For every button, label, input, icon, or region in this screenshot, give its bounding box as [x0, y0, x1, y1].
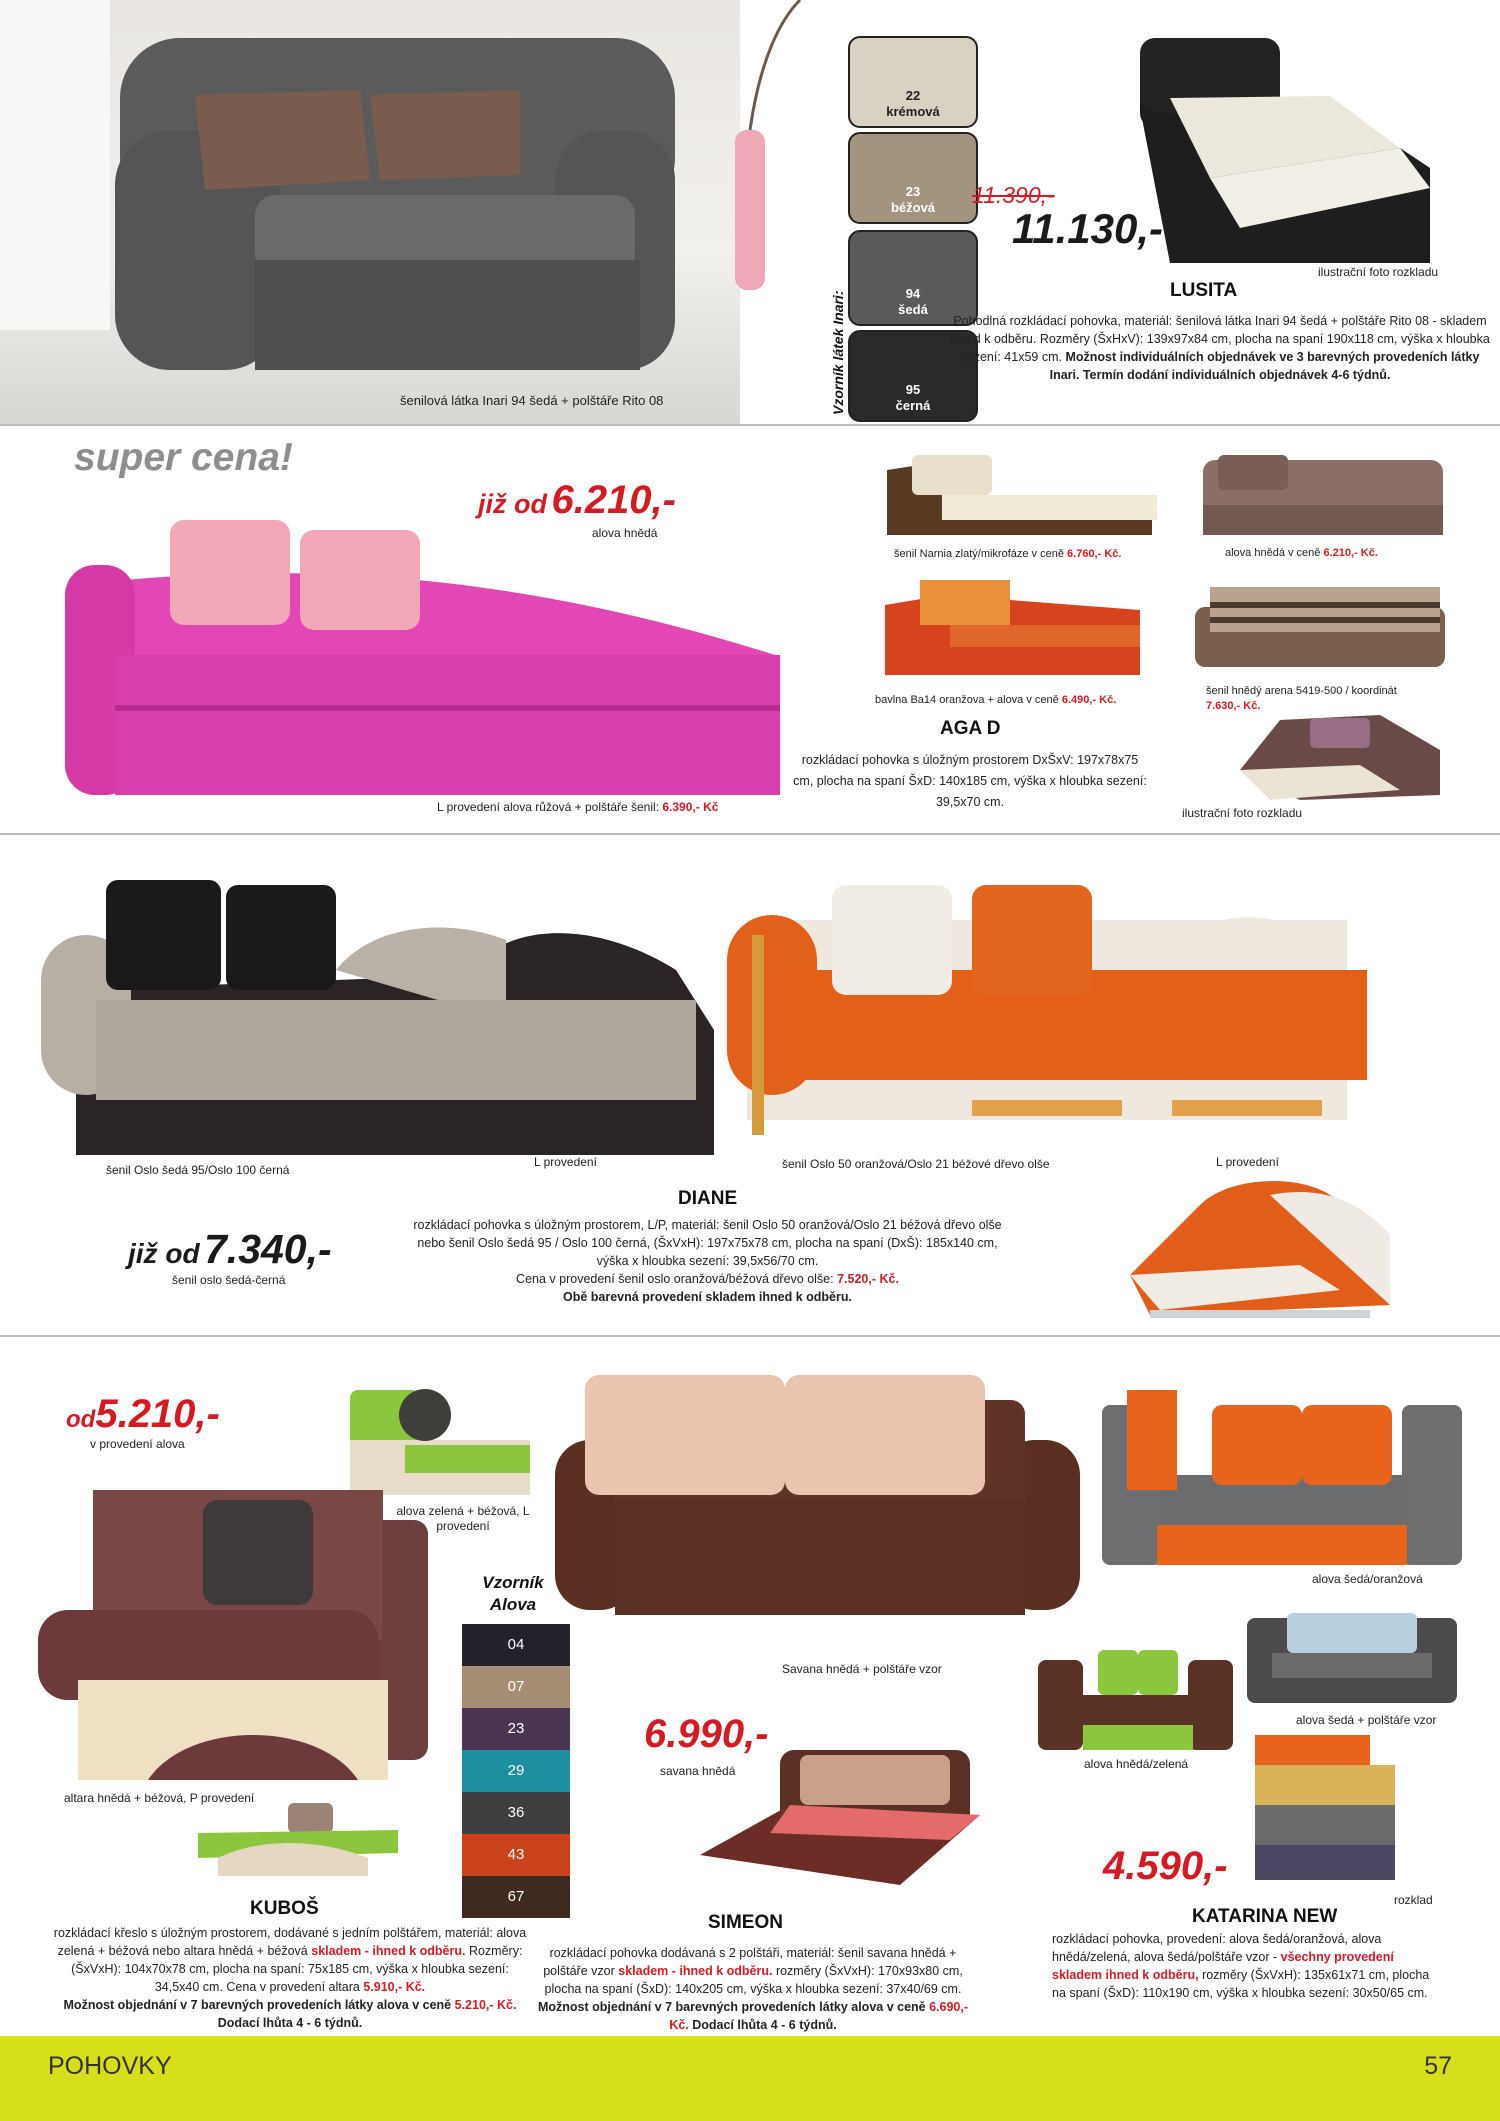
inari-swatch-94: 94 šedá	[848, 230, 978, 326]
agad-variant-narnia-image	[882, 450, 1162, 545]
katarina-grey-orange-image	[1102, 1385, 1462, 1570]
agad-variant-striped-image	[1190, 582, 1450, 672]
diane-orange-sofa-image	[722, 875, 1377, 1165]
kubos-description: rozkládací křeslo s úložným prostorem, dodávané s jedním polštářem, materiál: alova zelená + béžová nebo altara hnědá + béžová skladem - ihned k odběru. Rozměry: (ŠxVxH): 104x70x78 cm, plocha na spaní: 75x185 cm, výška x hloubka sezení: 34,5x40 cm. Cena v provedení altara 5.910,- Kč. Možnost objednání v 7 barevných provedeních látky alova v ceně 5.210,- Kč. Dodací lhůta 4 - 6 týdnů.	[53, 1926, 527, 2030]
footer-section-title: POHOVKY	[48, 2052, 172, 2080]
kubos-price-caption: v provedení alova	[90, 1437, 185, 1451]
alova-swatch-07: 07	[462, 1666, 570, 1708]
simeon-price-caption: savana hnědá	[660, 1764, 736, 1778]
lusita-description: Pohodlná rozkládací pohovka, materiál: šenilová látka Inari 94 šedá + polštáře Rito 08 - skladem ihned k odběru. Rozměry (ŠxHxV): 139x97x84 cm, plocha na spaní 190x118 cm, výška x hloubka sezení: 41x59 cm. Možnost individuálních objednávek ve 3 barevných provedeních látky Inari. Termín dodání individuálních objednávek 4-6 týdnů.	[950, 314, 1490, 382]
agad-variant-1-caption: šenil Narnia zlatý/mikrofáze v ceně 6.760,- Kč.	[894, 548, 1122, 560]
lusita-price: 11.130,-	[1012, 205, 1163, 252]
alova-swatch-23: 23	[462, 1708, 570, 1750]
agad-variant-3-caption: bavlna Ba14 oranžova + alova v ceně 6.490,- Kč.	[875, 694, 1117, 706]
katarina-price: 4.590,-	[1103, 1844, 1228, 1888]
footer-bar	[0, 2036, 1500, 2121]
simeon-name: SIMEON	[708, 1912, 783, 1933]
agad-variant-brown-image	[1198, 450, 1448, 540]
katarina-caption-2: alova šedá + polštáře vzor	[1296, 1713, 1437, 1727]
agad-description: rozkládací pohovka s úložným prostorem DxŠxV: 197x78x75 cm, plocha na spaní ŠxD: 140x185 cm, výška x hloubka sezení: 39,5x70 cm.	[793, 753, 1147, 809]
agad-illus-image	[1240, 710, 1445, 810]
agad-variant-2-caption: alova hnědá v ceně 6.210,- Kč.	[1225, 547, 1378, 559]
katarina-caption-4: rozklad	[1394, 1893, 1433, 1907]
diane-caption-4: L provedení	[1216, 1155, 1279, 1169]
diane-caption-1: šenil Oslo šedá 95/Oslo 100 černá	[106, 1163, 290, 1177]
alova-swatch-36: 36	[462, 1792, 570, 1834]
alova-swatch-29: 29	[462, 1750, 570, 1792]
alova-swatch-list	[462, 1624, 570, 1918]
diane-name: DIANE	[678, 1188, 738, 1209]
kubos-caption-green: alova zelená + béžová, L provedení	[396, 1504, 530, 1533]
simeon-caption-main: Savana hnědá + polštáře vzor	[782, 1662, 942, 1676]
super-cena-badge: super cena!	[74, 436, 293, 479]
alova-swatch-43: 43	[462, 1834, 570, 1876]
lusita-name: LUSITA	[1170, 280, 1238, 301]
alova-swatch-04: 04	[462, 1624, 570, 1666]
diane-price-caption: šenil oslo šedá-černá	[172, 1273, 286, 1287]
footer-page-number: 57	[1424, 2052, 1452, 2080]
inari-swatch-title: Vzorník látek Inari:	[830, 290, 846, 415]
lusita-sofa-image	[0, 0, 845, 424]
katarina-caption-1: alova šedá/oranžová	[1312, 1572, 1423, 1586]
agad-price: již od 6.210,-	[478, 478, 676, 522]
kubos-caption-main: altara hnědá + béžová, P provedení	[64, 1791, 255, 1805]
lusita-bed-image	[1130, 38, 1440, 276]
agad-variant-4-caption: šenil hnědý arena 5419-500 / koordinát 7.630,- Kč.	[1206, 685, 1397, 712]
agad-price-caption: alova hnědá	[592, 526, 658, 540]
simeon-sofa-image	[545, 1370, 1090, 1635]
agad-pink-sofa-image	[55, 505, 785, 795]
divider-2	[0, 833, 1500, 835]
simeon-price: 6.990,-	[644, 1712, 769, 1756]
kubos-brown-chair-image	[38, 1480, 433, 1785]
diane-description: rozkládací pohovka s úložným prostorem, L/P, materiál: šenil Oslo 50 oranžová/Oslo 21 béžová dřevo olše nebo šenil Oslo šedá 95 / Oslo 100 černá, (ŠxVxH): 197x75x78 cm, plocha na spaní (DxŠ): 185x140 cm, výška x hloubka sezení: 39,5x56/70 cm. Cena v provedení šenil oslo oranžová/béžová dřevo olše: 7.520,- Kč. Obě barevná provedení skladem ihned k odběru.	[413, 1218, 1002, 1304]
inari-swatch-22: 22 krémová	[848, 36, 978, 128]
katarina-description: rozkládací pohovka, provedení: alova šedá/oranžová, alova hnědá/zelená, alova šedá/polštáře vzor - všechny provedení skladem ihned k odběru, rozměry (ŠxVxH): 135x61x71 cm, plocha na spaní (ŠxD): 110x190 cm, výška x hloubka sezení: 30x50/65 cm.	[1052, 1932, 1430, 2000]
agad-main-caption: L provedení alova růžová + polštáře šenil: 6.390,- Kč	[437, 800, 719, 814]
katarina-open-image	[1250, 1730, 1400, 1885]
simeon-description: rozkládací pohovka dodávaná s 2 polštáři, materiál: šenil savana hnědá + polštáře vzor skladem - ihned k odběru. rozměry (ŠxVxH): 170x93x80 cm, plocha na spaní (ŠxD): 140x205 cm, výška x hloubka sezení: 37x40/69 cm. Možnost objednání v 7 barevných provedeních látky alova v ceně 6.690,- Kč. Dodací lhůta 4 - 6 týdnů.	[537, 1946, 969, 2032]
lusita-illus-caption: ilustrační foto rozkladu	[1318, 265, 1439, 279]
kubos-open-chair-image	[198, 1798, 403, 1878]
diane-price: již od 7.340,-	[128, 1226, 332, 1272]
lusita-photo-caption: šenilová látka Inari 94 šedá + polštáře Rito 08	[400, 393, 664, 408]
inari-swatch-95: 95 černá	[848, 330, 978, 422]
diane-illus-image	[1130, 1175, 1395, 1320]
divider-3	[0, 1335, 1500, 1337]
inari-swatch-23: 23 béžová	[848, 132, 978, 224]
alova-swatch-title: Vzorník Alova	[482, 1573, 544, 1614]
katarina-brown-green-image	[1038, 1640, 1234, 1755]
lusita-room-photo	[0, 0, 845, 424]
agad-name: AGA D	[940, 718, 1001, 739]
katarina-caption-3: alova hnědá/zelená	[1084, 1757, 1189, 1771]
diane-grey-sofa-image	[36, 880, 714, 1155]
simeon-open-image	[690, 1745, 990, 1895]
divider-1	[0, 424, 1500, 426]
agad-illus-caption: ilustrační foto rozkladu	[1182, 806, 1303, 820]
lusita-old-price: 11.390,-	[972, 182, 1055, 208]
katarina-name: KATARINA NEW	[1192, 1906, 1338, 1927]
diane-caption-2: L provedení	[534, 1155, 597, 1169]
alova-swatch-67: 67	[462, 1876, 570, 1918]
diane-caption-3: šenil Oslo 50 oranžová/Oslo 21 béžové dřevo olše	[782, 1157, 1050, 1171]
agad-variant-orange-image	[885, 575, 1140, 680]
kubos-name: KUBOŠ	[250, 1898, 319, 1919]
kubos-price: od5.210,-	[66, 1392, 220, 1436]
katarina-grey-pillows-image	[1247, 1608, 1457, 1708]
